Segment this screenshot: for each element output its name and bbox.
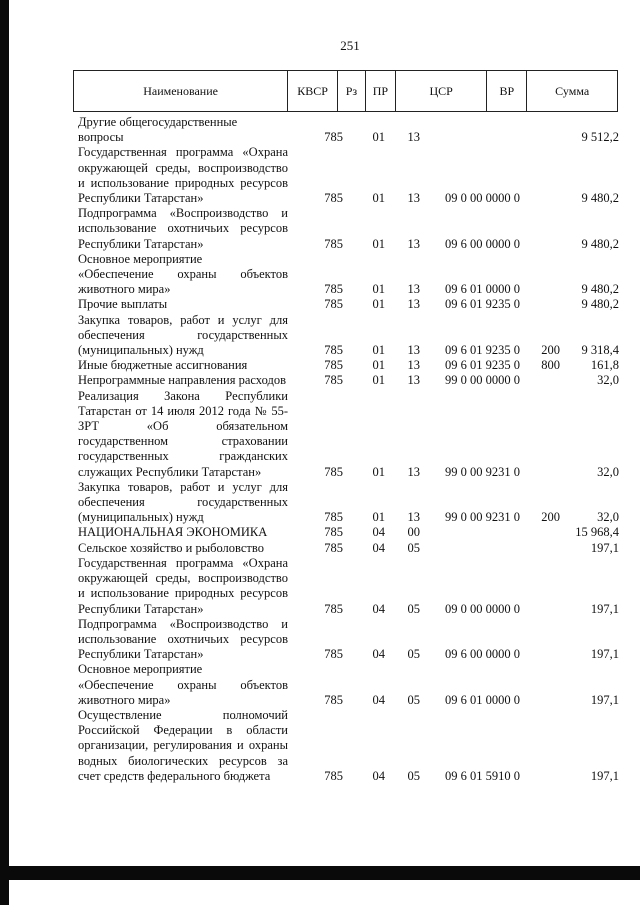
row-kvsr: 785	[324, 768, 343, 783]
row-name: Государственная программа «Охрана окружающей среды, воспроизводство и использование природных ресурсов Республики Татарстан»	[78, 145, 288, 206]
scan-bottom-border	[0, 866, 640, 880]
row-name: Иные бюджетные ассигнования	[78, 358, 248, 373]
row-kvsr: 785	[324, 525, 343, 540]
row-csr: 09 6 01 9235 0	[445, 297, 520, 312]
row-kvsr: 785	[324, 373, 343, 388]
row-rz: 04	[372, 601, 385, 616]
row-csr: 09 6 01 5910 0	[445, 768, 520, 783]
table-body	[78, 115, 623, 784]
row-csr: 99 0 00 9231 0	[445, 510, 520, 525]
header-name: Наименование	[74, 71, 288, 111]
row-name: Осуществление полномочий Российской Федерации в области организации, регулирования и охраны водных биологических ресурсов за счет средств федерального бюджета	[78, 707, 288, 783]
row-kvsr: 785	[324, 282, 343, 297]
row-rz: 04	[372, 692, 385, 707]
row-csr: 09 6 01 9235 0	[445, 358, 520, 373]
row-pr: 13	[407, 464, 420, 479]
row-csr: 09 6 01 0000 0	[445, 692, 520, 707]
table-row	[78, 480, 623, 526]
row-pr: 13	[407, 343, 420, 358]
row-csr: 09 6 01 0000 0	[445, 282, 520, 297]
row-sum: 9 480,2	[581, 282, 619, 297]
row-sum: 197,1	[590, 647, 619, 662]
page-number: 251	[340, 38, 360, 53]
row-csr: 09 6 01 9235 0	[445, 343, 520, 358]
row-sum: 9 480,2	[581, 236, 619, 251]
row-pr: 13	[407, 191, 420, 206]
row-kvsr: 785	[324, 540, 343, 555]
table-row	[78, 358, 623, 373]
row-csr: 99 0 00 0000 0	[445, 373, 520, 388]
header-csr: ЦСР	[396, 71, 488, 111]
row-name: Основное мероприятие «Обеспечение охраны объектов животного мира»	[78, 662, 288, 707]
row-rz: 01	[372, 464, 385, 479]
row-rz: 04	[372, 540, 385, 555]
row-sum: 9 480,2	[581, 191, 619, 206]
row-kvsr: 785	[324, 647, 343, 662]
table-row	[78, 525, 623, 540]
row-rz: 04	[372, 647, 385, 662]
row-sum: 197,1	[590, 540, 619, 555]
row-sum: 9 318,4	[581, 343, 619, 358]
row-csr: 09 0 00 0000 0	[445, 601, 520, 616]
row-sum: 15 968,4	[575, 525, 619, 540]
row-csr: 09 6 00 0000 0	[445, 236, 520, 251]
row-name: Основное мероприятие «Обеспечение охраны объектов животного мира»	[78, 251, 288, 297]
row-pr: 00	[407, 525, 420, 540]
row-sum: 32,0	[597, 510, 619, 525]
header-pr: ПР	[366, 71, 396, 111]
row-rz: 04	[372, 768, 385, 783]
row-kvsr: 785	[324, 191, 343, 206]
table-row	[78, 206, 623, 252]
row-rz: 01	[372, 236, 385, 251]
table-header	[73, 70, 618, 112]
row-vr: 800	[541, 358, 560, 373]
header-sum: Сумма	[555, 83, 590, 98]
row-rz: 04	[372, 525, 385, 540]
table-row	[78, 541, 623, 556]
row-csr: 99 0 00 9231 0	[445, 464, 520, 479]
row-kvsr: 785	[324, 692, 343, 707]
row-kvsr: 785	[324, 236, 343, 251]
row-kvsr: 785	[324, 358, 343, 373]
header-rz: Рз	[338, 71, 366, 111]
table-row	[78, 297, 623, 312]
row-sum: 197,1	[590, 768, 619, 783]
row-name: Подпрограмма «Воспроизводство и использование охотничьих ресурсов Республики Татарстан»	[78, 206, 288, 251]
row-sum: 32,0	[597, 464, 619, 479]
row-sum: 197,1	[590, 692, 619, 707]
row-csr: 09 0 00 0000 0	[445, 191, 520, 206]
row-rz: 01	[372, 297, 385, 312]
row-name: Закупка товаров, работ и услуг для обеспечения государственных (муниципальных) нужд	[78, 479, 288, 525]
row-pr: 05	[407, 601, 420, 616]
row-name: Сельское хозяйство и рыболовство	[78, 540, 264, 555]
row-kvsr: 785	[324, 464, 343, 479]
row-kvsr: 785	[324, 601, 343, 616]
row-name: Непрограммные направления расходов	[78, 373, 286, 388]
row-sum: 9 480,2	[581, 297, 619, 312]
table-row	[78, 145, 623, 206]
row-pr: 13	[407, 236, 420, 251]
table-row	[78, 373, 623, 388]
table-row	[78, 313, 623, 359]
row-name: Другие общегосударственные вопросы	[78, 115, 238, 145]
table-row	[78, 617, 623, 663]
row-name: НАЦИОНАЛЬНАЯ ЭКОНОМИКА	[78, 525, 268, 540]
row-rz: 01	[372, 373, 385, 388]
row-sum: 161,8	[590, 358, 619, 373]
row-name: Государственная программа «Охрана окружающей среды, воспроизводство и использование природных ресурсов Республики Татарстан»	[78, 555, 288, 616]
row-rz: 01	[372, 510, 385, 525]
row-pr: 13	[407, 510, 420, 525]
table-row	[78, 662, 623, 708]
table-row	[78, 708, 623, 784]
row-vr: 200	[541, 510, 560, 525]
row-pr: 05	[407, 647, 420, 662]
row-kvsr: 785	[324, 297, 343, 312]
row-rz: 01	[372, 343, 385, 358]
row-name: Подпрограмма «Воспроизводство и использование охотничьих ресурсов Республики Татарстан»	[78, 616, 288, 662]
row-name: Прочие выплаты	[78, 297, 168, 312]
row-pr: 05	[407, 540, 420, 555]
row-pr: 13	[407, 282, 420, 297]
table-row	[78, 556, 623, 617]
row-csr: 09 6 00 0000 0	[445, 647, 520, 662]
row-pr: 13	[407, 373, 420, 388]
row-pr: 05	[407, 768, 420, 783]
row-sum: 32,0	[597, 373, 619, 388]
table-row	[78, 252, 623, 298]
row-sum: 197,1	[590, 601, 619, 616]
header-vr: ВР	[487, 71, 527, 111]
header-kvsr: КВСР	[288, 71, 338, 111]
row-rz: 01	[372, 130, 385, 145]
row-sum: 9 512,2	[581, 130, 619, 145]
row-name: Реализация Закона Республики Татарстан от 14 июля 2012 года № 55-ЗРТ «Об обязательном государственном страховании государственных гражданских служащих Республики Татарстан»	[78, 388, 288, 479]
row-kvsr: 785	[324, 343, 343, 358]
row-kvsr: 785	[324, 130, 343, 145]
row-vr: 200	[541, 343, 560, 358]
scan-left-border	[0, 0, 9, 905]
row-name: Закупка товаров, работ и услуг для обеспечения государственных (муниципальных) нужд	[78, 312, 288, 358]
row-pr: 13	[407, 297, 420, 312]
row-pr: 13	[407, 130, 420, 145]
table-row	[78, 115, 623, 145]
row-pr: 13	[407, 358, 420, 373]
row-rz: 01	[372, 358, 385, 373]
row-rz: 01	[372, 191, 385, 206]
row-rz: 01	[372, 282, 385, 297]
row-kvsr: 785	[324, 510, 343, 525]
row-pr: 05	[407, 692, 420, 707]
table-row	[78, 389, 623, 480]
